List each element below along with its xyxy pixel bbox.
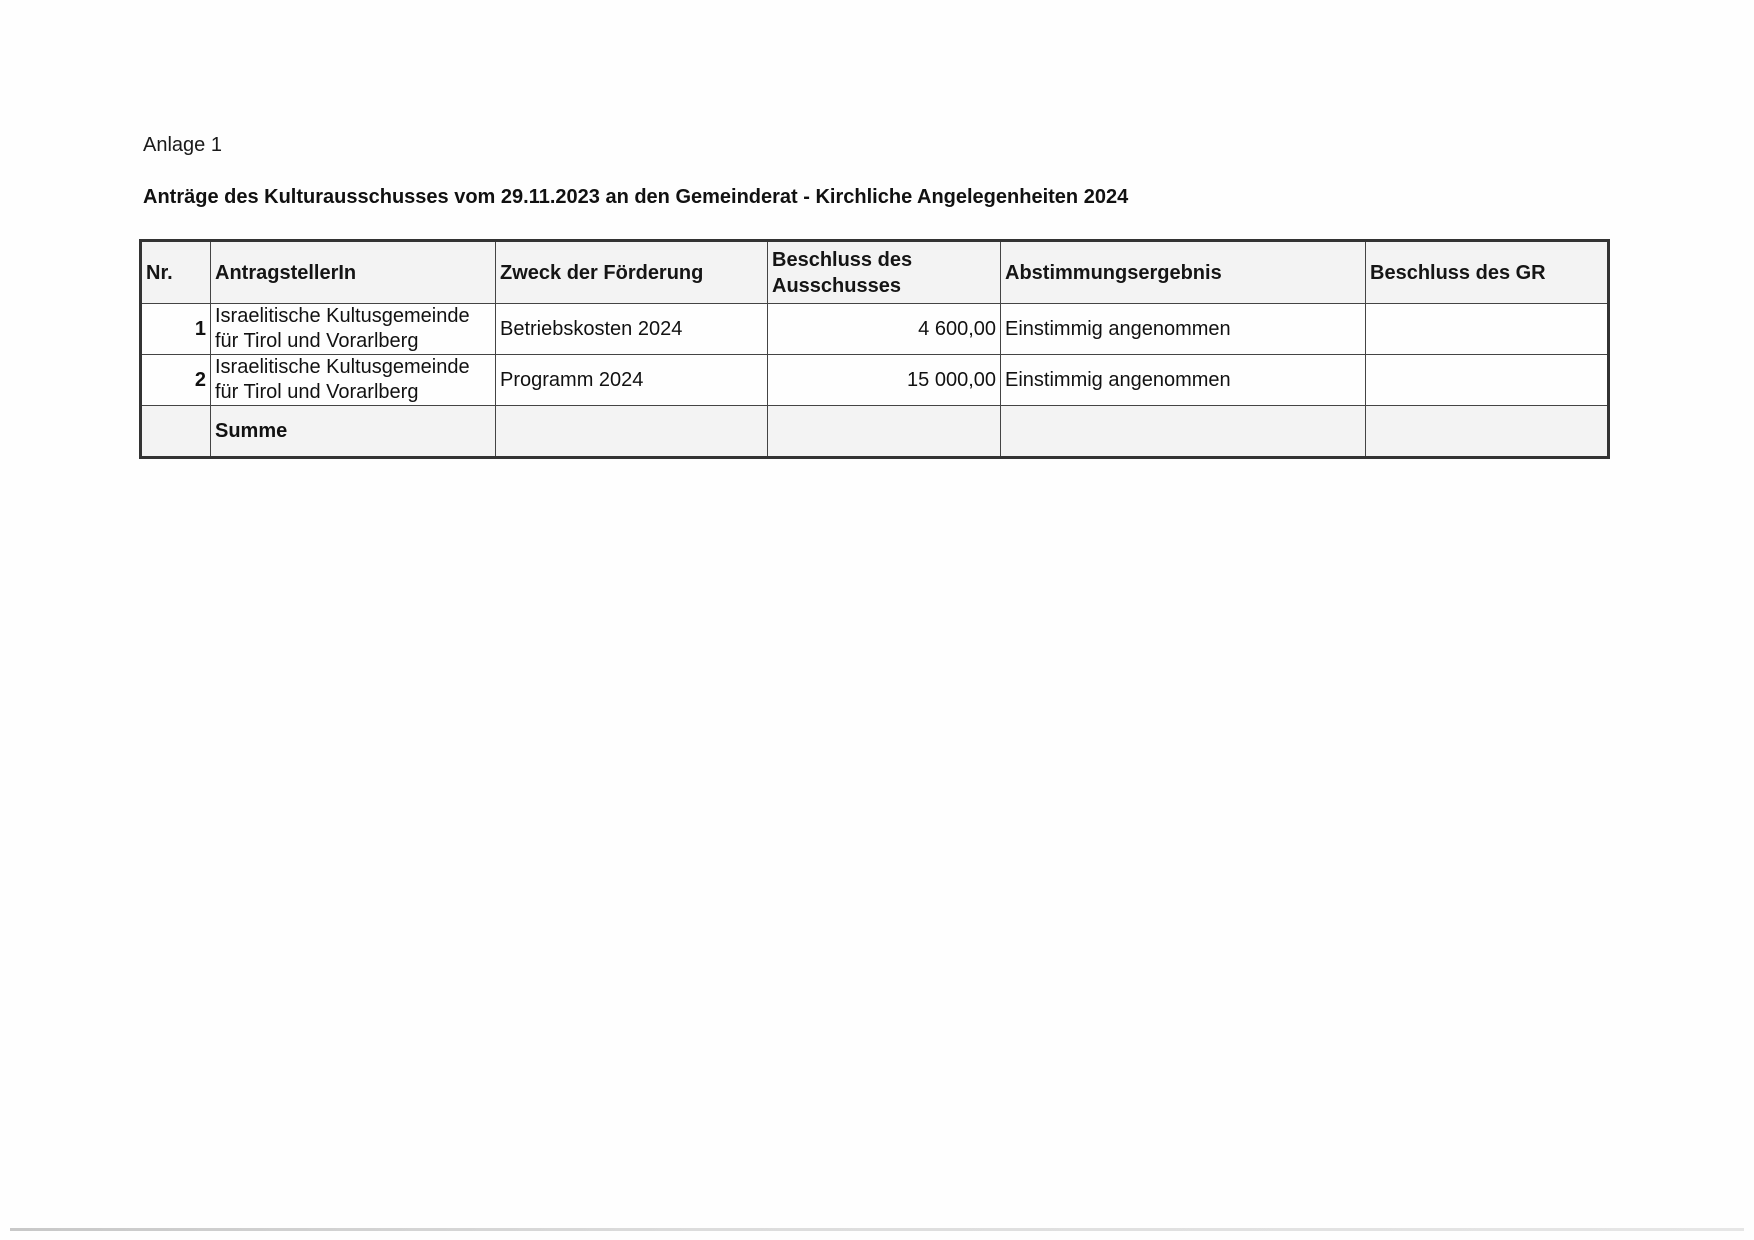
summe-cell-zweck	[496, 406, 768, 458]
header-beschluss-ausschuss	[768, 241, 1001, 304]
header-beschluss-ausschuss-line1: Beschluss des	[772, 248, 913, 271]
cell-zweck: Betriebskosten 2024	[496, 304, 768, 355]
cell-beschluss-gr	[1366, 355, 1609, 406]
summe-cell-nr	[141, 406, 211, 458]
header-antragsteller: AntragstellerIn	[211, 241, 496, 304]
summe-row	[141, 406, 1609, 458]
table-header-row	[141, 241, 1609, 304]
cell-abstimmungsergebnis: Einstimmig angenommen	[1001, 304, 1366, 355]
summe-label: Summe	[211, 406, 496, 458]
summe-cell-beschluss-gr	[1366, 406, 1609, 458]
cell-nr: 1	[141, 304, 211, 355]
summe-cell-abstimmungsergebnis	[1001, 406, 1366, 458]
table-row	[141, 304, 1609, 355]
cell-antragsteller-line1: Israelitische Kultusgemeinde	[215, 356, 470, 378]
header-beschluss-gr: Beschluss des GR	[1366, 241, 1609, 304]
anlage-label: Anlage 1	[143, 134, 222, 156]
cell-antragsteller	[211, 355, 496, 406]
cell-zweck: Programm 2024	[496, 355, 768, 406]
cell-nr: 2	[141, 355, 211, 406]
cell-beschluss-ausschuss: 4 600,00	[768, 304, 1001, 355]
document-title: Anträge des Kulturausschusses vom 29.11.2023 an den Gemeinderat - Kirchliche Angelegenheiten 2024	[143, 186, 1129, 208]
header-nr: Nr.	[141, 241, 211, 304]
header-abstimmungsergebnis: Abstimmungsergebnis	[1001, 241, 1366, 304]
scan-edge-divider	[10, 1228, 1744, 1231]
header-beschluss-ausschuss-line2: Ausschusses	[772, 274, 901, 297]
antraege-table	[139, 239, 1610, 459]
cell-beschluss-ausschuss: 15 000,00	[768, 355, 1001, 406]
cell-antragsteller	[211, 304, 496, 355]
header-zweck: Zweck der Förderung	[496, 241, 768, 304]
summe-cell-beschluss-ausschuss	[768, 406, 1001, 458]
cell-abstimmungsergebnis: Einstimmig angenommen	[1001, 355, 1366, 406]
cell-antragsteller-line2: für Tirol und Vorarlberg	[215, 381, 419, 403]
cell-beschluss-gr	[1366, 304, 1609, 355]
cell-antragsteller-line2: für Tirol und Vorarlberg	[215, 330, 419, 352]
table-row	[141, 355, 1609, 406]
cell-antragsteller-line1: Israelitische Kultusgemeinde	[215, 305, 470, 327]
